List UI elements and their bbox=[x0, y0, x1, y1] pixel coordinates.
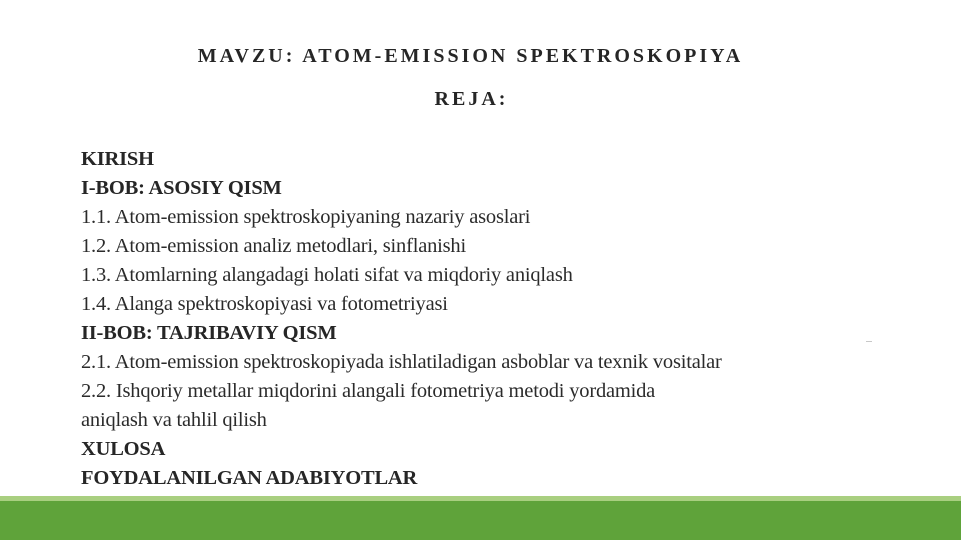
outline-item-1-1: 1.1. Atom-emission spektroskopiyaning nazariy asoslari bbox=[81, 206, 531, 228]
outline-list bbox=[81, 145, 841, 493]
slide-title: MAVZU: ATOM-EMISSION SPEKTROSKOPIYA bbox=[197, 45, 744, 67]
outline-item-chapter-1: I-BOB: ASOSIY QISM bbox=[81, 177, 282, 199]
outline-item-2-2-continued: aniqlash va tahlil qilish bbox=[81, 409, 267, 431]
outline-item-kirish: KIRISH bbox=[81, 148, 154, 170]
outline-item-2-1: 2.1. Atom-emission spektroskopiyada ishlatiladigan asboblar va texnik vositalar bbox=[81, 351, 722, 373]
decorative-dash bbox=[866, 341, 872, 342]
footer-accent-bar bbox=[0, 501, 961, 540]
outline-item-1-2: 1.2. Atom-emission analiz metodlari, sinflanishi bbox=[81, 235, 466, 257]
outline-item-1-4: 1.4. Alanga spektroskopiyasi va fotometriyasi bbox=[81, 293, 448, 315]
outline-item-adabiyotlar: FOYDALANILGAN ADABIYOTLAR bbox=[81, 467, 418, 489]
outline-item-1-3: 1.3. Atomlarning alangadagi holati sifat va miqdoriy aniqlash bbox=[81, 264, 573, 286]
outline-item-xulosa: XULOSA bbox=[81, 438, 166, 460]
outline-item-2-2: 2.2. Ishqoriy metallar miqdorini alangali fotometriya metodi yordamida bbox=[81, 380, 656, 402]
slide-subtitle: REJA: bbox=[434, 88, 509, 110]
outline-item-chapter-2: II-BOB: TAJRIBAVIY QISM bbox=[81, 322, 337, 344]
